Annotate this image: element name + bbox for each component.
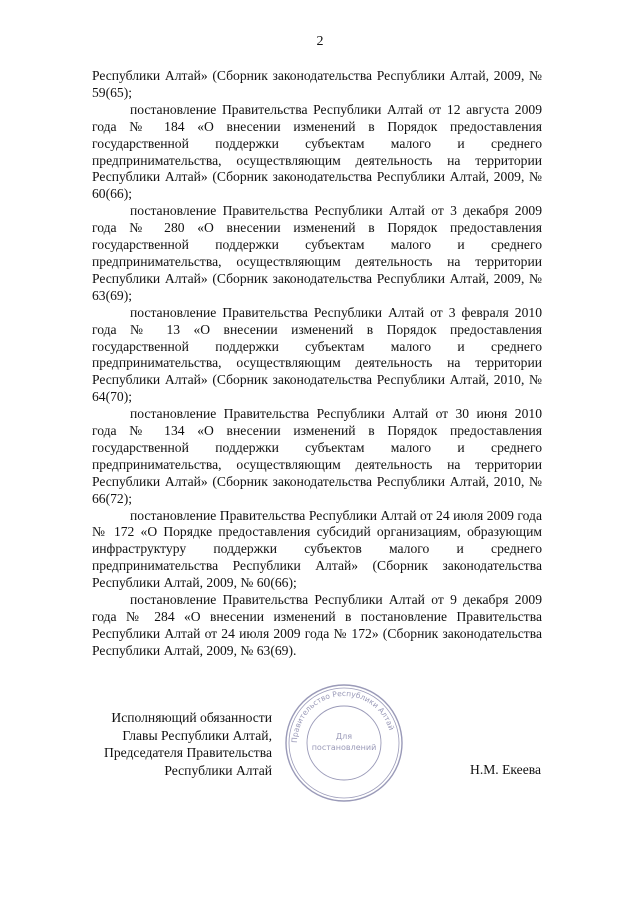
signer-name: Н.М. Екеева <box>470 762 542 777</box>
paragraph-decree-284: постановление Правительства Республики Алтай от 9 декабря 2009 года № 284 «О внесении изменений в постановление Правительства Республики Алтай от 24 июля 2009 года № 172» (Сборник законодательства Республики Алтай, 2009, № 63(69). <box>92 592 542 658</box>
signature-line: Главы Республики Алтай, <box>122 727 272 743</box>
stamp-center-line: постановлений <box>311 743 377 752</box>
document-body <box>92 68 542 660</box>
paragraph-decree-13: постановление Правительства Республики Алтай от 3 февраля 2010 года № 13 «О внесении изменений в Порядок предоставления государственной поддержки субъектам малого и среднего предпринимательства, осуществляющим деятельность на территории Республики Алтай» (Сборник законодательства Республики Алтай, 2010, № 64(70); <box>92 304 542 405</box>
page-number: 2 <box>316 34 324 49</box>
signature-line: Исполняющий обязанности <box>111 710 272 725</box>
paragraph-decree-184: постановление Правительства Республики Алтай от 12 августа 2009 года № 184 «О внесении изменений в Порядок предоставления государственной поддержки субъектам малого и среднего предпринимательства, осуществляющим деятельность на территории Республики Алтай» (Сборник законодательства Республики Алтай, 2009, № 60(66); <box>92 101 542 202</box>
signature-line: Председателя Правительства <box>104 745 272 760</box>
stamp-center-line: Для <box>335 732 353 741</box>
paragraph-decree-172: постановление Правительства Республики Алтай от 24 июля 2009 года № 172 «О Порядке предоставления субсидий организациям, образующим инфраструктуру поддержки субъектов малого и среднего предпринимательства Республики Алтай» (Сборник законодательства Республики Алтай, 2009, № 60(66); <box>92 507 542 591</box>
paragraph-decree-134: постановление Правительства Республики Алтай от 30 июня 2010 года № 134 «О внесении изменений в Порядок предоставления государственной поддержки субъектам малого и среднего предпринимательства, осуществляющим деятельность на территории Республики Алтай» (Сборник законодательства Республики Алтай, 2010, № 66(72); <box>92 406 542 506</box>
official-stamp-icon <box>283 682 405 804</box>
signature-block <box>92 709 272 779</box>
paragraph-continuation: Республики Алтай» (Сборник законодательства Республики Алтай, 2009, № 59(65); <box>92 68 542 100</box>
paragraph-decree-280: постановление Правительства Республики Алтай от 3 декабря 2009 года № 280 «О внесении изменений в Порядок предоставления государственной поддержки субъектам малого и среднего предпринимательства, осуществляющим деятельность на территории Республики Алтай» (Сборник законодательства Республики Алтай, 2009, № 63(69); <box>92 203 542 303</box>
signature-line: Республики Алтай <box>164 762 272 778</box>
stamp-ring-text: Правительство Республики Алтай <box>289 688 397 744</box>
